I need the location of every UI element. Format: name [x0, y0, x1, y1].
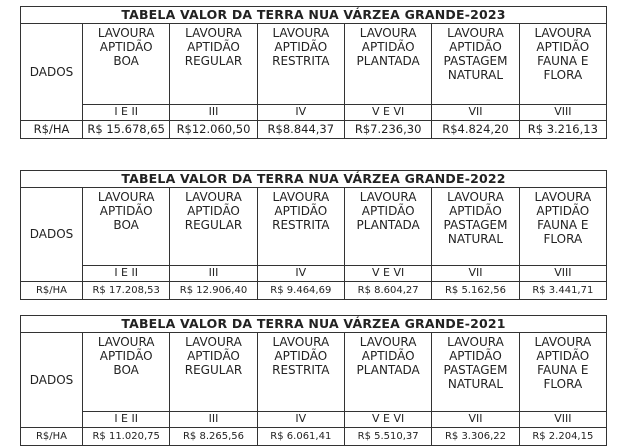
class-cell: V E VI — [344, 412, 431, 428]
row-label: R$/HA — [21, 428, 83, 446]
class-cell: VIII — [519, 105, 606, 121]
class-cell: III — [170, 105, 257, 121]
table-title: TABELA VALOR DA TERRA NUA VÁRZEA GRANDE-2023 — [21, 7, 607, 24]
class-cell: VII — [432, 412, 519, 428]
class-cell: IV — [257, 412, 344, 428]
header-boa: LAVOURA APTIDÃO BOA — [83, 24, 170, 105]
class-cell: V E VI — [344, 266, 431, 282]
table-2023 — [20, 6, 607, 139]
value-cell: R$ 17.208,53 — [83, 282, 170, 300]
class-cell: VII — [432, 105, 519, 121]
header-restrita: LAVOURA APTIDÃO RESTRITA — [257, 188, 344, 266]
header-plantada: LAVOURA APTIDÃO PLANTADA — [344, 333, 431, 412]
row-label: R$/HA — [21, 121, 83, 139]
header-fauna: LAVOURA APTIDÃO FAUNA E FLORA — [519, 24, 606, 105]
class-cell: VIII — [519, 412, 606, 428]
header-boa: LAVOURA APTIDÃO BOA — [83, 188, 170, 266]
value-cell: R$ 3.441,71 — [519, 282, 606, 300]
class-cell: IV — [257, 105, 344, 121]
value-cell: R$4.824,20 — [432, 121, 519, 139]
header-regular: LAVOURA APTIDÃO REGULAR — [170, 333, 257, 412]
value-cell: R$ 8.604,27 — [344, 282, 431, 300]
value-cell: R$ 3.306,22 — [432, 428, 519, 446]
class-cell: III — [170, 412, 257, 428]
dados-label: DADOS — [21, 24, 83, 121]
header-regular: LAVOURA APTIDÃO REGULAR — [170, 24, 257, 105]
value-cell: R$ 6.061,41 — [257, 428, 344, 446]
dados-label: DADOS — [21, 188, 83, 282]
class-cell: I E II — [83, 266, 170, 282]
value-cell: R$8.844,37 — [257, 121, 344, 139]
class-cell: I E II — [83, 105, 170, 121]
value-cell: R$12.060,50 — [170, 121, 257, 139]
class-cell: V E VI — [344, 105, 431, 121]
class-cell: I E II — [83, 412, 170, 428]
header-restrita: LAVOURA APTIDÃO RESTRITA — [257, 333, 344, 412]
header-pastagem: LAVOURA APTIDÃO PASTAGEM NATURAL — [432, 188, 519, 266]
table-2021 — [20, 315, 607, 446]
class-cell: VII — [432, 266, 519, 282]
header-plantada: LAVOURA APTIDÃO PLANTADA — [344, 188, 431, 266]
table-title: TABELA VALOR DA TERRA NUA VÁRZEA GRANDE-2022 — [21, 171, 607, 188]
value-cell: R$ 3.216,13 — [519, 121, 606, 139]
header-pastagem: LAVOURA APTIDÃO PASTAGEM NATURAL — [432, 333, 519, 412]
header-plantada: LAVOURA APTIDÃO PLANTADA — [344, 24, 431, 105]
header-restrita: LAVOURA APTIDÃO RESTRITA — [257, 24, 344, 105]
table-2022 — [20, 170, 607, 300]
value-cell: R$ 8.265,56 — [170, 428, 257, 446]
header-fauna: LAVOURA APTIDÃO FAUNA E FLORA — [519, 333, 606, 412]
class-cell: IV — [257, 266, 344, 282]
value-cell: R$ 5.162,56 — [432, 282, 519, 300]
dados-label: DADOS — [21, 333, 83, 428]
class-cell: III — [170, 266, 257, 282]
value-cell: R$ 2.204,15 — [519, 428, 606, 446]
value-cell: R$7.236,30 — [344, 121, 431, 139]
value-cell: R$ 15.678,65 — [83, 121, 170, 139]
value-cell: R$ 5.510,37 — [344, 428, 431, 446]
table-title: TABELA VALOR DA TERRA NUA VÁRZEA GRANDE-2021 — [21, 316, 607, 333]
value-cell: R$ 9.464,69 — [257, 282, 344, 300]
header-boa: LAVOURA APTIDÃO BOA — [83, 333, 170, 412]
header-fauna: LAVOURA APTIDÃO FAUNA E FLORA — [519, 188, 606, 266]
value-cell: R$ 12.906,40 — [170, 282, 257, 300]
header-regular: LAVOURA APTIDÃO REGULAR — [170, 188, 257, 266]
header-pastagem: LAVOURA APTIDÃO PASTAGEM NATURAL — [432, 24, 519, 105]
row-label: R$/HA — [21, 282, 83, 300]
value-cell: R$ 11.020,75 — [83, 428, 170, 446]
class-cell: VIII — [519, 266, 606, 282]
